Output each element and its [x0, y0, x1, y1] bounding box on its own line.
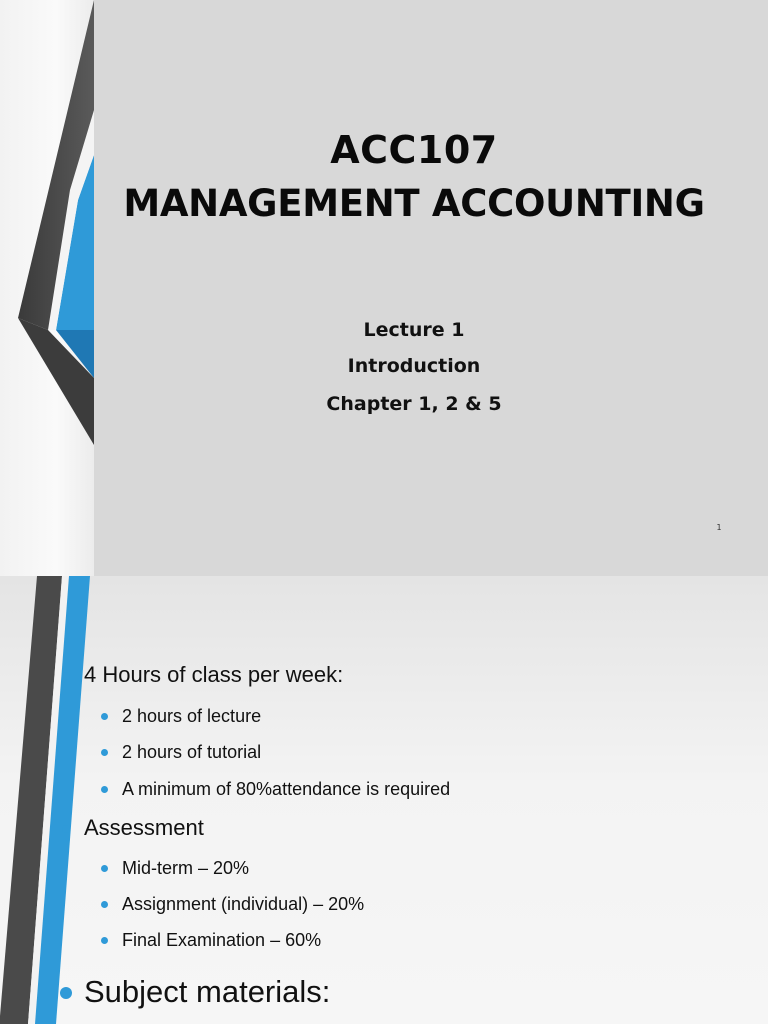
bullet-icon [101, 865, 108, 872]
bullet-icon [62, 672, 70, 680]
list-item-text: Assignment (individual) – 20% [122, 894, 365, 914]
list-item-text: Assessment [84, 815, 204, 840]
bullet-icon [101, 937, 108, 944]
list-item-text: Mid-term – 20% [122, 858, 250, 878]
list-item-text: Final Examination – 60% [122, 930, 322, 950]
bullet-icon [101, 786, 108, 793]
bullet-icon [101, 749, 108, 756]
list-item-text: A minimum of 80%attendance is required [122, 779, 451, 799]
decorative-stripes [0, 576, 100, 1024]
topic-label: Introduction [347, 355, 481, 377]
page-number: 1 [716, 523, 722, 532]
list-item-text: 2 hours of lecture [122, 706, 262, 726]
chapters-label: Chapter 1, 2 & 5 [326, 393, 502, 415]
list-item-text: Subject materials: [84, 974, 331, 1009]
list-item-text: 4 Hours of class per week: [84, 662, 344, 687]
bullet-icon [101, 713, 108, 720]
bullet-icon [101, 901, 108, 908]
bullet-icon [62, 825, 70, 833]
decorative-stripes [0, 0, 96, 576]
list-item-text: 2 hours of tutorial [122, 742, 262, 762]
course-title: MANAGEMENT ACCOUNTING [123, 182, 705, 225]
content-slide [0, 576, 768, 1024]
bullet-icon [60, 987, 72, 999]
lecture-label: Lecture 1 [363, 319, 465, 341]
course-code: ACC107 [330, 128, 498, 172]
